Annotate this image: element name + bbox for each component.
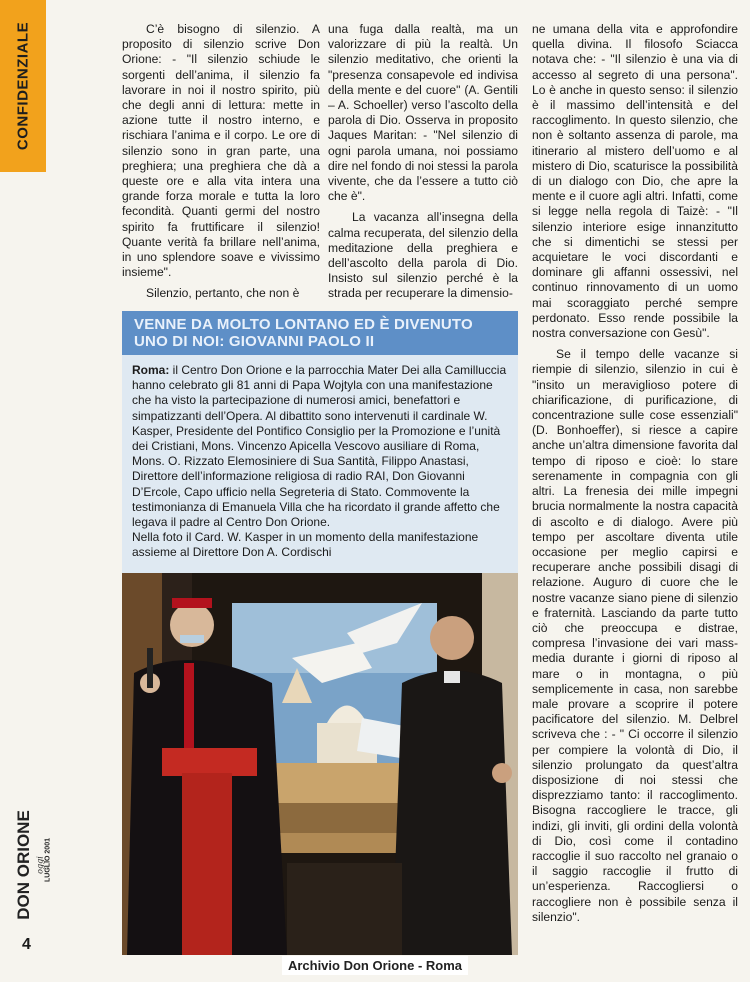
magazine-name: DON ORIONE: [14, 810, 33, 920]
article-column-2: [328, 22, 518, 302]
news-box-lead: Roma:: [132, 363, 170, 377]
section-tab-label: CONFIDENZIALE: [14, 21, 32, 151]
page-number: 4: [22, 936, 31, 953]
photo-caption: Nella foto il Card. W. Kasper in un momento della manifestazione assieme al Direttore Don A. Cordischi: [132, 530, 479, 560]
paragraph: una fuga dalla realtà, ma un valorizzare di più la realtà. Un silenzio meditativo, che orienti la "presenza consapevole ed indivisa della mente e del cuore" (A. Gentili – A. Schoeller) verso l’ascolto della parola di Dio. Osserva in proposito Jaques Maritan: - "Nel silenzio di ogni parola umana, noi possiamo dire nel fondo di noi stessi la parola vivente, che da l’essere a tutto ciò che è".: [328, 22, 518, 204]
news-box-title: [122, 311, 518, 355]
news-box-body: [132, 363, 510, 561]
event-photo-illustration: [122, 573, 518, 955]
magazine-brand: [8, 810, 52, 920]
news-box-text: [132, 363, 510, 530]
archive-footer: [0, 958, 750, 973]
paragraph: Se il tempo delle vacanze si riempie di silenzio, silenzio in cui è "insito un meraviglioso potere di chiarificazione, di purificazione, di concentrazione sulle cose essenziali" (D. Bonhoeffer), si riesce a capire anche un’altra dimensione favorita dal tempo di riposo e cioè: lo stare serenamente in compagnia con gli altri. La frenesia dei mille impegni brucia normalmente la nostra capacità di ascolto e di dialogo. Avere più tempo per ascoltare diventa utile occasione per meglio capirsi e recuperare anche possibili disagi di relazione. Auguro di cuore che le nostre vacanze siano piene di silenzio e fraternità. Lasciando da parte tutto ciò che preoccupa e distrae, compresa l’invasione dei vari mass-media durante i giorni di riposo al mare o in montagna, o più semplicemente in casa, non sarebbe male provare a scoprire il potere pacificatore del silenzio. M. Delbrel scriveva che : - " Ci occorre il silenzio per compiere la volontà di Dio, il silenzio prolungato da quest’altra disposizione di noi stessi che disprezziamo tanto: il raccoglimento. Bisogna raccogliere le tracce, gli indizi, gli inviti, gli ordini della volontà di Dio, così come il contadino raccoglie il suo raccolto nel granaio o il saggio raccoglie il frutto di un’esperienza. Raccogliersi o raccogliere non è possibile senza il silenzio".: [532, 347, 738, 924]
section-tab: [0, 0, 46, 172]
article-column-3: [532, 22, 738, 925]
paragraph: ne umana della vita e approfondire quella divina. Il filosofo Sciacca notava che: - "Il silenzio è una via di accesso al segreto di una persona". Lo è anche in questo senso: il silenzio è il massimo dell’intensità e del raccoglimento. In questo silenzio, che non è soltanto assenza di parole, ma itinerario al mistero dell’uomo e al mistero di Dio, scaturisce la possibilità di un dialogo con Dio, che apre la mente e il cuore agli altri. Infatti, come si legge nella regola di Taizè: - "Il silenzio interiore esige innanzitutto che si dimentichi se stessi per acquietare le voci discordanti e dominare gli affanni ossessivi, nel continuo rinnovamento di un uomo mai scoraggiato perché sempre perdonato. Esso rende possibile la nostra conversazione con Gesù".: [532, 22, 738, 341]
news-box: [122, 311, 518, 573]
magazine-subtitle: oggi: [35, 856, 45, 874]
news-box-heading: VENNE DA MOLTO LONTANO ED È DIVENUTO UNO DI NOI: GIOVANNI PAOLO II: [134, 316, 473, 350]
paragraph: C’è bisogno di silenzio. A proposito di silenzio scrive Don Orione: - "Il silenzio schiude le sorgenti dell’anima, il silenzio fa lavorare in noi il nostro spirito, più che degli anni di lettura: mette in azione tutte il nostro interno, e rischiara l’anima e il corpo. Le ore di silenzio sono in gran parte, una preghiera; una preghiera che dà a queste ore e alla vita intera una grande forza morale e tutta la loro fecondità. Quanti germi del nostro spirito fa fruttificare il silenzio! Quante verità fa brillare nell’anima, in uno splendore soave e vivissimo insieme".: [122, 22, 320, 280]
event-photo: [122, 573, 518, 955]
paragraph: La vacanza all’insegna della calma recuperata, del silenzio della meditazione della preghiera e dell’ascolto della parola di Dio. Insisto sul silenzio perché è la strada per recuperare la dimensio-: [328, 210, 518, 301]
paragraph: Silenzio, pertanto, che non è: [146, 286, 300, 301]
news-box-body-text: il Centro Don Orione e la parrocchia Mater Dei alla Camilluccia hanno celebrato gli 81 anni di Papa Wojtyla con una manifestazione che ha visto la partecipazione di numerosi amici, benefattori e simpatizzanti dell’Opera. Al dibattito sono intervenuti il cardinale W. Kasper, Presidente del Pontifico Consiglio per la Promozione e l’unità dei Cristiani, Mons. Vincenzo Apicella Vescovo ausiliare di Roma, Mons. O. Rizzato Elemosiniere di Sua Santità, Filippo Anastasi, Direttore dell’informazione religiosa di radio RAI, Don Giovanni D’Ercole, Capo ufficio nella Segreteria di Stato. Commovente la testimonianza di Emanuela Villa che ha ricordato il grande affetto che legava il padre al Centro Don Orione.: [132, 363, 507, 530]
article-column-1: [122, 22, 320, 302]
archive-footer-label: Archivio Don Orione - Roma: [282, 956, 468, 975]
issue-date: LUGLIO 2001: [44, 838, 52, 882]
